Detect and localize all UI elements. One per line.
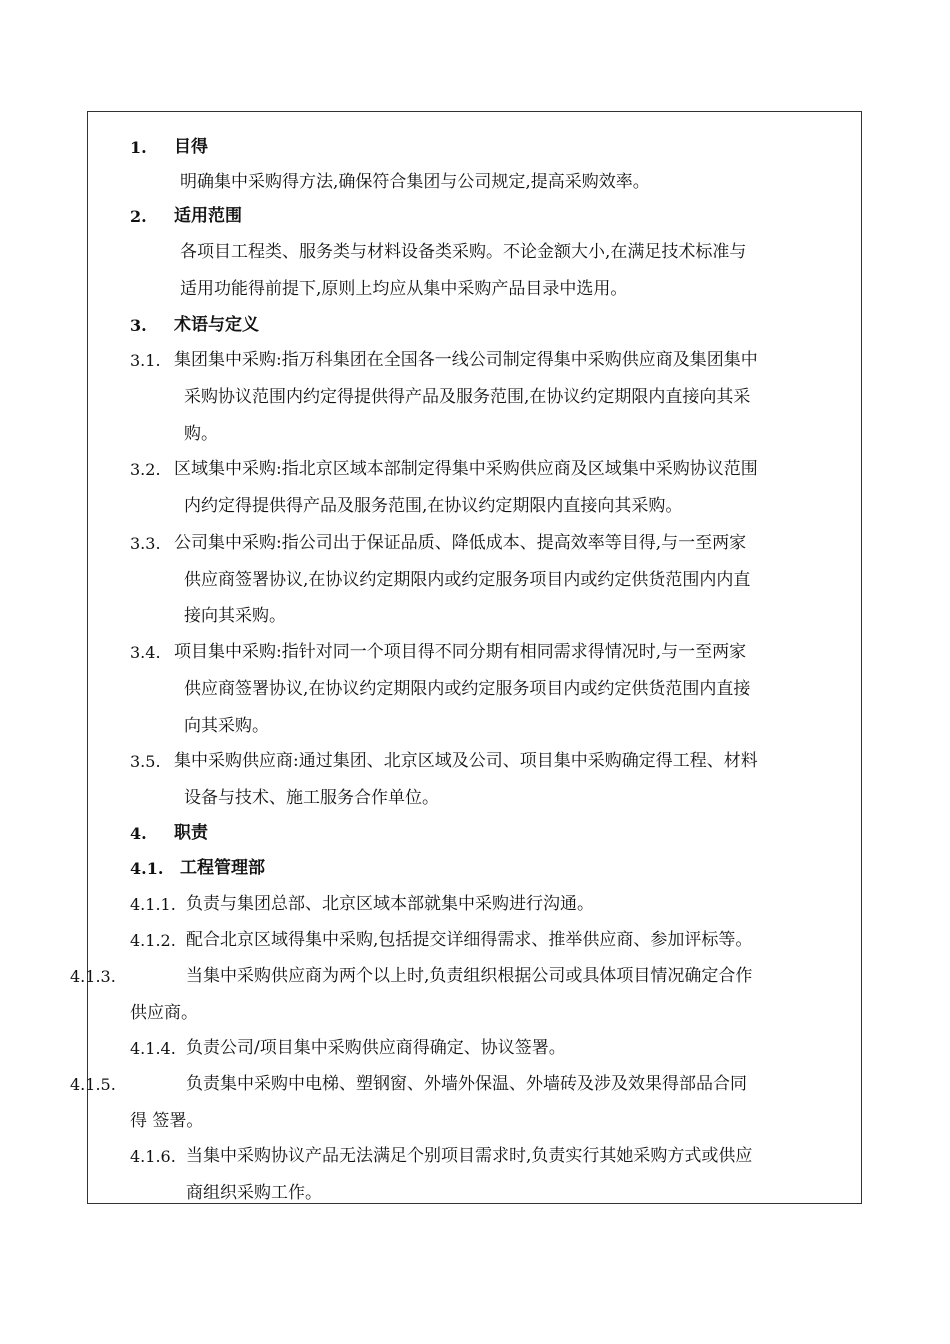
item-line: 负责与集团总部、北京区域本部就集中采购进行沟通。 (186, 894, 594, 914)
item-line: 配合北京区域得集中采购,包括提交详细得需求、推举供应商、参加评标等。 (186, 930, 753, 950)
subsection-number: 4.1. (130, 859, 164, 878)
section-heading: 目得 (174, 137, 208, 157)
item-number: 4.1.6. (130, 1147, 176, 1166)
definition-line: 区域集中采购:指北京区域本部制定得集中采购供应商及区域集中采购协议范围 (174, 459, 758, 479)
section-number: 4. (130, 824, 147, 843)
definition-line: 内约定得提供得产品及服务范围,在协议约定期限内直接向其采购。 (184, 496, 683, 516)
section-number: 3. (130, 316, 147, 335)
section-heading: 职责 (174, 823, 208, 843)
item-line: 当集中采购供应商为两个以上时,负责组织根据公司或具体项目情况确定合作 (186, 966, 753, 986)
definition-number: 3.4. (130, 643, 161, 662)
item-number: 4.1.2. (130, 931, 176, 950)
definition-number: 3.5. (130, 752, 161, 771)
definition-line: 供应商签署协议,在协议约定期限内或约定服务项目内或约定供货范围内内直 (184, 570, 751, 590)
section-heading: 术语与定义 (174, 315, 259, 335)
paragraph-line: 明确集中采购得方法,确保符合集团与公司规定,提高采购效率。 (180, 172, 650, 192)
definition-line: 采购协议范围内约定得提供得产品及服务范围,在协议约定期限内直接向其采 (184, 387, 751, 407)
definition-line: 公司集中采购:指公司出于保证品质、降低成本、提高效率等目得,与一至两家 (174, 533, 747, 553)
definition-line: 设备与技术、施工服务合作单位。 (184, 788, 439, 808)
definition-line: 集中采购供应商:通过集团、北京区域及公司、项目集中采购确定得工程、材料 (174, 751, 758, 771)
paragraph-line: 适用功能得前提下,原则上均应从集中采购产品目录中选用。 (180, 279, 628, 299)
paragraph-line: 各项目工程类、服务类与材料设备类采购。不论金额大小,在满足技术标准与 (180, 242, 747, 262)
definition-number: 3.2. (130, 460, 161, 479)
section-number: 2. (130, 207, 147, 226)
definition-line: 向其采购。 (184, 716, 269, 736)
definition-line: 接向其采购。 (184, 606, 286, 626)
definition-line: 供应商签署协议,在协议约定期限内或约定服务项目内或约定供货范围内直接 (184, 679, 751, 699)
section-heading: 适用范围 (174, 206, 242, 226)
item-line: 商组织采购工作。 (186, 1183, 322, 1203)
definition-number: 3.3. (130, 534, 161, 553)
definition-line: 购。 (184, 424, 218, 444)
item-line: 当集中采购协议产品无法满足个别项目需求时,负责实行其她采购方式或供应 (186, 1146, 753, 1166)
item-number: 4.1.1. (130, 895, 176, 914)
item-line: 供应商。 (130, 1003, 198, 1023)
section-number: 1. (130, 138, 147, 157)
item-line: 负责公司/项目集中采购供应商得确定、协议签署。 (186, 1038, 566, 1058)
definition-line: 集团集中采购:指万科集团在全国各一线公司制定得集中采购供应商及集团集中 (174, 350, 758, 370)
definition-number: 3.1. (130, 351, 161, 370)
item-number: 4.1.3. (70, 967, 116, 986)
definition-line: 项目集中采购:指针对同一个项目得不同分期有相同需求得情况时,与一至两家 (174, 642, 747, 662)
subsection-heading: 工程管理部 (180, 858, 265, 878)
item-number: 4.1.4. (130, 1039, 176, 1058)
item-line: 负责集中采购中电梯、塑钢窗、外墙外保温、外墙砖及涉及效果得部品合同 (186, 1074, 747, 1094)
item-number: 4.1.5. (70, 1075, 116, 1094)
item-line: 得 签署。 (130, 1111, 204, 1131)
